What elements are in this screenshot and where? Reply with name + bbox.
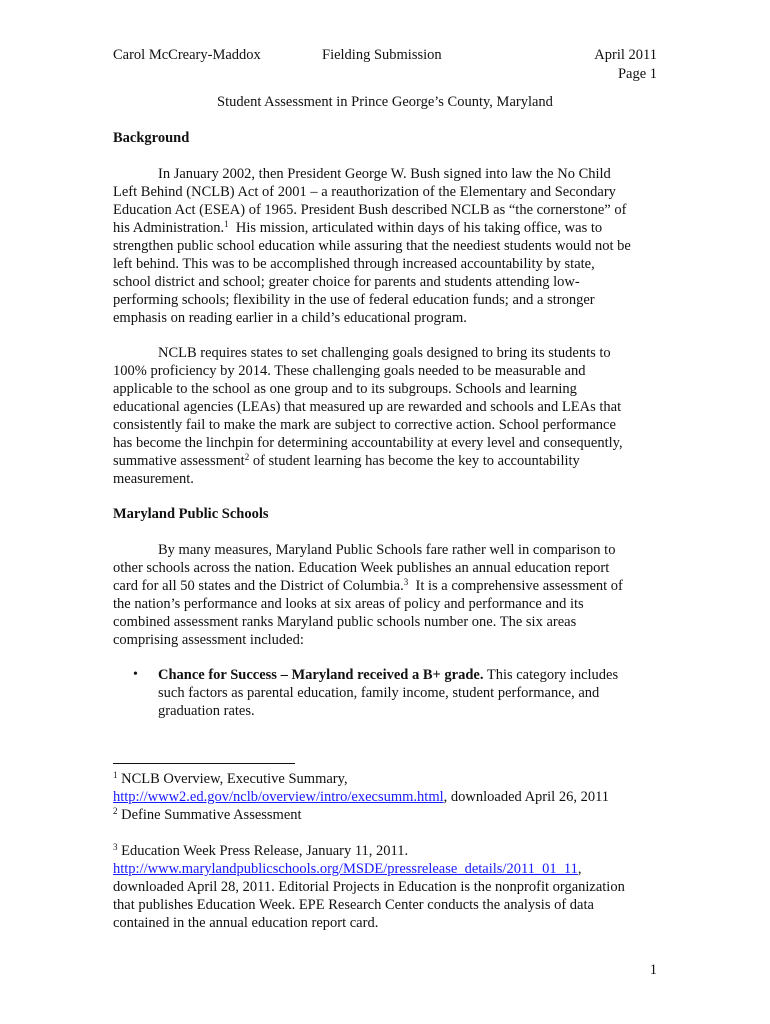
paragraph-line: card for all 50 states and the District of Columbia.$^3$ It is a comprehensive assessment of: [113, 577, 623, 594]
footnote-1-link[interactable]: http://www2.ed.gov/nclb/overview/intro/execsumm.html: [113, 789, 444, 805]
paragraph-line: 100% proficiency by 2014. These challenging goals needed to be measurable and: [113, 363, 586, 379]
header-author: Carol McCreary-Maddox: [113, 47, 261, 63]
footnote-ref: 1: [224, 219, 229, 229]
paragraph-line: Education Act (ESEA) of 1965. President Bush described NCLB as “the cornerstone” of: [113, 202, 627, 218]
paragraph-line: consistently fail to make the mark are subject to corrective action. School performance: [113, 417, 616, 433]
page-number: 1: [649, 962, 657, 978]
paragraph-line: measurement.: [113, 471, 194, 487]
paragraph-line: applicable to the school as one group and to its subgroups. Schools and learning: [113, 381, 577, 397]
bullet-line: such factors as parental education, family income, student performance, and: [158, 685, 600, 701]
paragraph-line: educational agencies (LEAs) that measured up are rewarded and schools and LEAs that: [113, 399, 622, 415]
bullet-line: graduation rates.: [158, 703, 255, 719]
paragraph-line: other schools across the nation. Education Week publishes an annual education report: [113, 560, 610, 576]
bullet-item: Chance for Success – Maryland received a B+ grade. This category includes: [158, 667, 619, 683]
paragraph-line: NCLB requires states to set challenging goals designed to bring its students to: [158, 345, 611, 361]
paragraph-line: By many measures, Maryland Public Schools fare rather well in comparison to: [158, 542, 616, 558]
paragraph-line: left behind. This was to be accomplished through increased accountability by state,: [113, 256, 595, 272]
footnote-3-link[interactable]: http://www.marylandpublicschools.org/MSDE/pressrelease_details/2011_01_11: [113, 861, 578, 877]
paragraph-line: strengthen public school education while assuring that the neediest students would not be: [113, 238, 631, 254]
paragraph-line: the nation’s performance and looks at six areas of policy and performance and its: [113, 596, 584, 612]
header-date: April 2011: [594, 47, 657, 63]
header-submission: Fielding Submission: [322, 47, 442, 63]
section-heading-background: Background: [113, 130, 190, 146]
footnote-3-line: that publishes Education Week. EPE Research Center conducts the analysis of data: [113, 897, 594, 913]
document-title: Student Assessment in Prince George’s County, Maryland: [217, 94, 553, 110]
footnote-1: $^1$ NCLB Overview, Executive Summary,: [113, 770, 348, 787]
footnote-3-line: contained in the annual education report card.: [113, 915, 379, 931]
footnote-ref: 3: [403, 577, 409, 587]
footnote-3-link-line: http://www.marylandpublicschools.org/MSDE/pressrelease_details/2011_01_11,: [113, 861, 582, 877]
paragraph-line: school district and school; greater choice for parents and students attending low-: [113, 274, 580, 290]
paragraph-line: performing schools; flexibility in the use of federal education funds; and a stronger: [113, 292, 595, 308]
bullet-marker: •: [133, 667, 138, 682]
paragraph-line: combined assessment ranks Maryland public schools number one. The six areas: [113, 614, 577, 630]
paragraph-line: In January 2002, then President George W. Bush signed into law the No Child: [158, 166, 611, 182]
section-heading-maryland: Maryland Public Schools: [113, 506, 269, 522]
bullet-bold-text: Chance for Success – Maryland received a B+ grade.: [158, 667, 484, 683]
paragraph-line: his Administration.$^1$ His mission, articulated within days of his taking office, was to: [113, 219, 603, 236]
footnote-2: $^2$ Define Summative Assessment: [113, 806, 302, 823]
paragraph-line: emphasis on reading earlier in a child’s educational program.: [113, 310, 467, 326]
header-page-label: Page 1: [617, 66, 657, 82]
footnote-separator: [113, 763, 295, 764]
footnote-3-line: downloaded April 28, 2011. Editorial Projects in Education is the nonprofit organization: [113, 879, 625, 895]
paragraph-line: Left Behind (NCLB) Act of 2001 – a reauthorization of the Elementary and Secondary: [113, 184, 616, 200]
footnote-3: $^3$ Education Week Press Release, January 11, 2011.: [113, 842, 409, 859]
footnote-1-link-line: http://www2.ed.gov/nclb/overview/intro/execsumm.html, downloaded April 26, 2011: [113, 789, 610, 805]
paragraph-line: comprising assessment included:: [113, 632, 304, 648]
paragraph-line: has become the linchpin for determining accountability at every level and consequently,: [113, 435, 623, 451]
paragraph-line: summative assessment$^2$ of student learning has become the key to accountability: [113, 452, 580, 469]
footnote-ref: 2: [244, 452, 250, 462]
